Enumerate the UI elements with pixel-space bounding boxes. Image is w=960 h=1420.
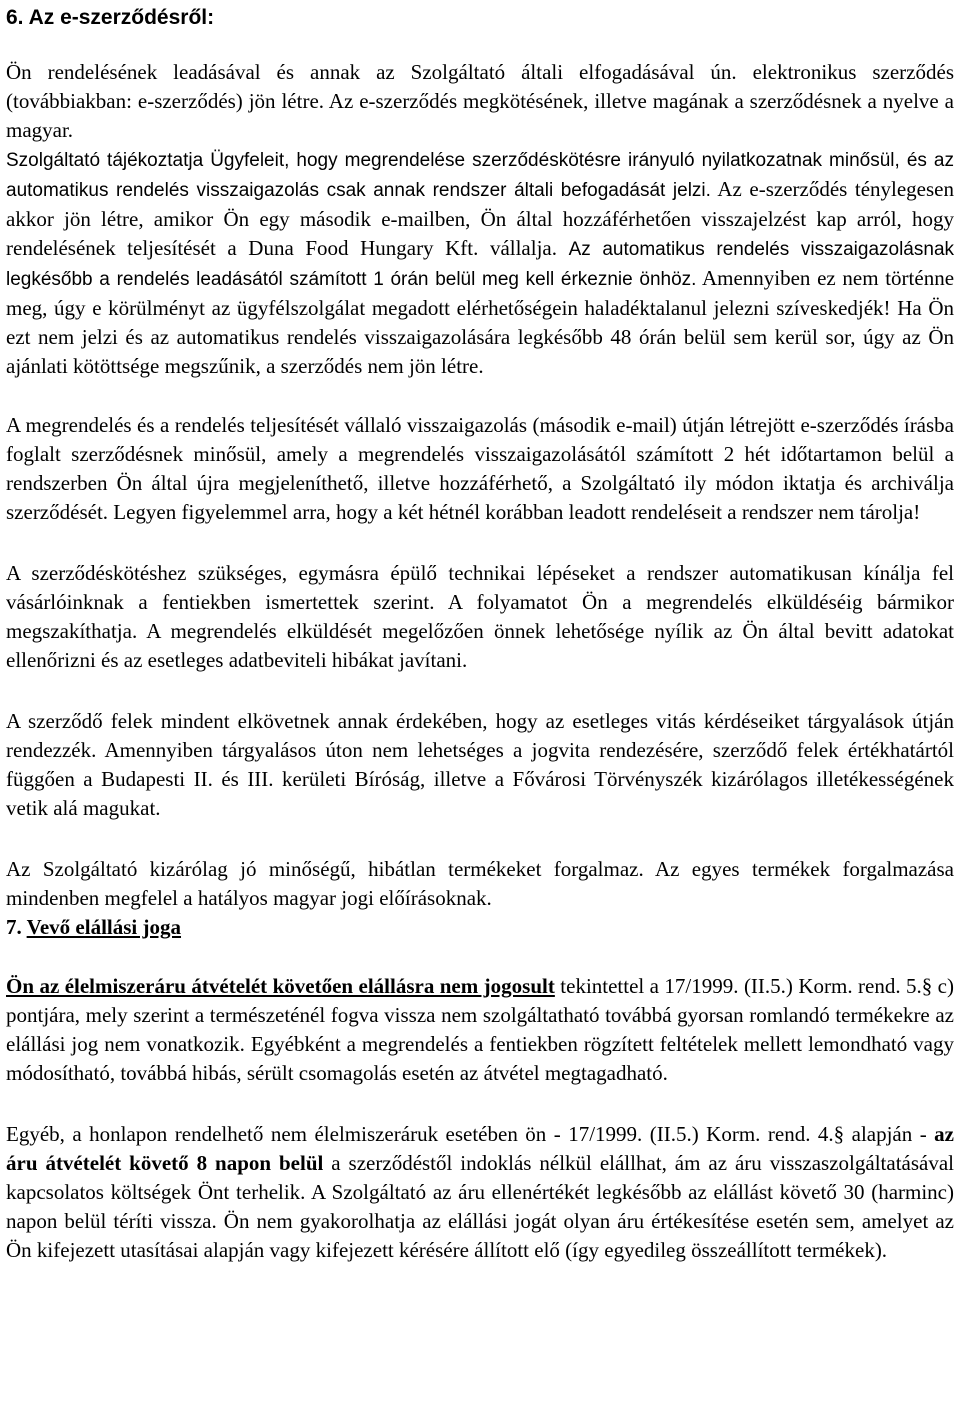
section-6-paragraph-3: A szerződéskötéshez szükséges, egymásra épülő technikai lépéseket a rendszer automatikusan kínálja fel vásárlóinknak a fentiekben ismertettek szerint. A folyamatot Ön a megrendelés elküldéséig bármikor megszakíthatja. A megrendelés elküldését megelőzően önnek lehetősége nyílik az Ön által bevitt adatokat ellenőrizni és az esetleges adatbeviteli hibákat javítani. xyxy=(6,561,954,672)
paragraph-1-text-e: Amennyiben ez nem történne meg, úgy e körülményt az ügyfélszolgálat megadott elérhetőségein haladéktalanul jelezni szíveskedjék! xyxy=(6,266,955,320)
section-7-heading xyxy=(6,913,954,942)
paragraph-1-text-f: Ha Ön ezt nem jelzi és az automatikus rendelés visszaigazolására legkésőbb 48 órán belül sem kerül sor, úgy az Ön ajánlati kötöttsége megszűnik, a szerződés nem jön létre. xyxy=(6,296,955,378)
section-7-paragraph-2 xyxy=(6,1120,954,1265)
section-6-paragraph-2: A megrendelés és a rendelés teljesítését vállaló visszaigazolás (második e-mail) útján létrejött e-szerződés írásba foglalt szerződésnek minősül, amely a megrendelés visszaigazolásától számított 2 hét időtartamon belül a rendszerben Ön által újra megjeleníthető, illetve hozzáférhető, a Szolgáltató ily módon iktatja és archiválja szerződését. Legyen figyelemmel arra, hogy a két hétnél korábban leadott rendeléseit a rendszer nem tárolja! xyxy=(6,413,954,524)
section-7-paragraph-1-emphasis: Ön az élelmiszeráru átvételét követően elállásra nem jogosult xyxy=(6,974,555,998)
section-6-paragraph-5: Az Szolgáltató kizárólag jó minőségű, hibátlan termékeket forgalmaz. Az egyes termékek forgalmazása mindenben megfelel a hatályos magyar jogi előírásoknak. xyxy=(6,857,954,910)
section-7-paragraph-1-text: tekintettel a 17/1999. (II.5.) Korm. rend. 5.§ c) pontjára, mely szerint a természeténél fogva vissza nem szolgáltatható továbbá gyorsan romlandó termékekre az elállási jog nem vonatkozik. Egyébként a megrendelés a fentiekben rögzített feltételek mellett lemondható vagy módosítható, továbbá hibás, sérült csomagolás esetén az átvétel megtagadható. xyxy=(6,974,954,1085)
section-6-heading: 6. Az e-szerződésről: xyxy=(6,6,215,29)
section-7-title: Vevő elállási joga xyxy=(26,915,182,939)
section-7-paragraph-2-emphasis: az áru átvételét követő 8 napon belül xyxy=(6,1122,954,1175)
section-7-number: 7. xyxy=(6,915,22,939)
paragraph-1-text-a: Ön rendelésének leadásával és annak az Szolgáltató általi elfogadásával ún. elektronikus szerződés (továbbiakban: e-szerződés) jön létre. Az e-szerződés megkötésének, illetve magának a szerződésnek a nyelve a magyar. xyxy=(6,60,954,142)
section-6-paragraph-1 xyxy=(6,58,954,381)
paragraph-1-text-b: Szolgáltató tájékoztatja Ügyfeleit, hogy megrendelése szerződéskötésre irányuló nyilatkozatnak minősül, és az automatikus rendelés visszaigazolás csak annak rendszer általi befogadását jelzi. xyxy=(6,150,954,201)
section-6-paragraph-4: A szerződő felek mindent elkövetnek annak érdekében, hogy az esetleges vitás kérdéseiket tárgyalások útján rendezzék. Amennyiben tárgyalásos úton nem lehetséges a jogvita rendezésére, szerződő felek értékhatártól függően a Budapesti II. és III. kerületi Bíróság, illetve a Fővárosi Törvényszék kizárólagos illetékességének vetik alá magukat. xyxy=(6,709,954,820)
paragraph-1-text-c: Az e-szerződés ténylegesen akkor jön létre, amikor Ön egy második e-mailben, Ön által hozzáférhetően visszajelzést kap arról, hogy rendelésének teljesítését a Duna Food Hungary Kft. vállalja. xyxy=(6,177,955,260)
section-7-paragraph-2-text: a szerződéstől indoklás nélkül elállhat, ám az áru visszaszolgáltatásával kapcsolatos költségek Önt terhelik. A Szolgáltató az áru ellenértékét legkésőbb az elállást követő 30 (harminc) napon belül téríti vissza. Ön nem gyakorolhatja az elállási jogát olyan áru értékesítése esetén sem, amelyet az Ön kifejezett utasításai alapján vagy kifejezett kérésére állított elő (így egyedileg összeállított termékek). xyxy=(6,1151,955,1262)
paragraph-1-text-d: Az automatikus rendelés visszaigazolásnak legkésőbb a rendelés leadásától számított 1 órán belül meg kell érkeznie önhöz. xyxy=(6,239,955,290)
section-7-paragraph-1 xyxy=(6,972,954,1088)
section-7-paragraph-2-start: Egyéb, a honlapon rendelhető nem élelmiszeráruk esetében ön - 17/1999. (II.5.) Korm. rend. 4.§ alapján - xyxy=(6,1122,935,1146)
